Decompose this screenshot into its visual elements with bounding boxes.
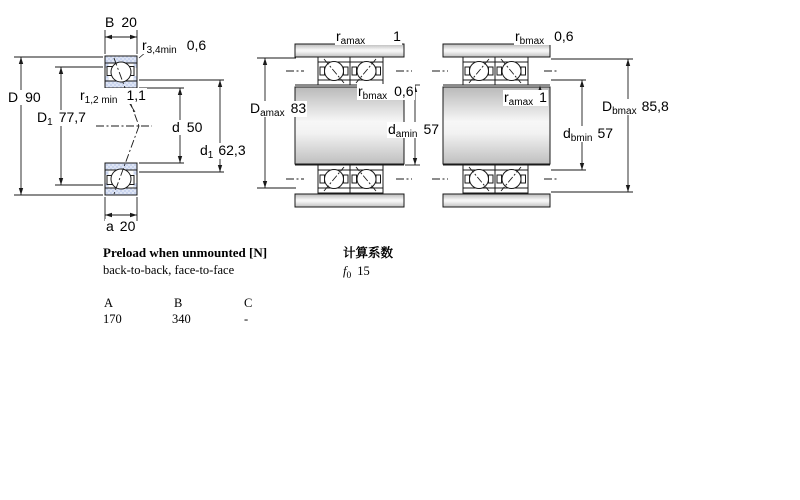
dim-symbol: d bbox=[388, 121, 396, 137]
factor-subscript: 0 bbox=[346, 271, 352, 281]
dim-symbol: r bbox=[142, 37, 147, 53]
dim-value: 0,6 bbox=[554, 28, 574, 44]
dimension-B bbox=[105, 30, 137, 54]
bearing-pair-bottom bbox=[463, 165, 528, 193]
dim-label-mid-rbmax bbox=[357, 84, 415, 100]
dim-symbol: r bbox=[358, 83, 363, 99]
dim-value: 57 bbox=[597, 125, 614, 141]
dim-label-r34 bbox=[141, 38, 207, 54]
preload-value-A: 170 bbox=[103, 312, 122, 326]
dim-value: 20 bbox=[119, 218, 136, 234]
dim-subscript: 1,2 min bbox=[84, 95, 118, 106]
dim-label-d bbox=[171, 120, 203, 135]
preload-col-C: C bbox=[244, 296, 253, 310]
dim-symbol: a bbox=[106, 218, 114, 234]
dim-subscript: bmin bbox=[570, 133, 593, 144]
dim-value: 1 bbox=[539, 89, 547, 105]
dim-subscript: amax bbox=[508, 97, 534, 108]
dim-subscript: bmax bbox=[519, 36, 545, 47]
dim-label-right-rbmax bbox=[514, 29, 575, 45]
dim-label-mid-ramax bbox=[335, 29, 402, 45]
dim-value: 83 bbox=[290, 100, 307, 116]
dim-label-right-ramax bbox=[503, 90, 548, 106]
dim-value: 1 bbox=[393, 28, 401, 44]
dim-label-dbmin bbox=[562, 126, 614, 142]
dim-label-D1 bbox=[36, 110, 87, 126]
dim-symbol: d bbox=[172, 119, 180, 135]
dim-label-D bbox=[7, 90, 42, 105]
bearing-pair-bottom bbox=[318, 165, 383, 193]
dim-subscript: amin bbox=[395, 129, 418, 140]
preload-col-B: B bbox=[174, 296, 183, 310]
dim-value: 0,6 bbox=[186, 37, 207, 53]
dimension-Damax bbox=[257, 58, 296, 188]
bearing-pair-top bbox=[463, 57, 528, 85]
dim-symbol: r bbox=[504, 89, 509, 105]
housing-section bbox=[443, 194, 550, 207]
factor-symbol: f bbox=[343, 264, 347, 278]
dim-symbol: D bbox=[250, 100, 261, 116]
dim-label-damin bbox=[387, 122, 440, 138]
dimension-D1 bbox=[55, 67, 103, 185]
dim-value: 57 bbox=[423, 121, 440, 137]
housing-section bbox=[295, 194, 404, 207]
calculation-factor bbox=[343, 264, 370, 279]
factor-value: 15 bbox=[357, 264, 370, 278]
dim-subscript: 3,4min bbox=[146, 45, 177, 56]
dim-subscript: amax bbox=[260, 108, 285, 119]
ball bbox=[111, 169, 131, 189]
bearing-pair-top bbox=[318, 57, 383, 85]
dim-value: 20 bbox=[121, 14, 137, 30]
dim-label-B bbox=[104, 15, 138, 30]
dim-symbol: r bbox=[336, 28, 341, 44]
dim-value: 77,7 bbox=[58, 109, 86, 125]
dim-subscript: 1 bbox=[47, 117, 53, 128]
dim-subscript: 1 bbox=[207, 150, 214, 161]
preload-value-B: 340 bbox=[172, 312, 191, 326]
dim-value: 50 bbox=[186, 119, 203, 135]
dimension-D bbox=[14, 57, 103, 195]
preload-value-C: - bbox=[244, 312, 249, 326]
preload-col-A: A bbox=[104, 296, 114, 310]
dim-value: 90 bbox=[25, 89, 41, 105]
dim-symbol: D bbox=[37, 109, 48, 125]
dim-symbol: r bbox=[515, 28, 520, 44]
dim-label-Damax bbox=[249, 101, 307, 117]
preload-subtitle: back-to-back, face-to-face bbox=[103, 263, 235, 277]
dim-subscript: amax bbox=[340, 36, 366, 47]
dim-label-Dbmax bbox=[601, 99, 670, 115]
dim-symbol: r bbox=[80, 87, 85, 103]
dim-subscript: bmax bbox=[362, 91, 388, 102]
dim-value: 0,6 bbox=[394, 83, 414, 99]
dim-symbol: d bbox=[563, 125, 571, 141]
calculation-title: 计算系数 bbox=[343, 245, 394, 260]
preload-title: Preload when unmounted [N] bbox=[103, 245, 268, 260]
dim-label-d1 bbox=[199, 143, 247, 159]
dim-value: 1,1 bbox=[126, 87, 146, 103]
dim-label-a bbox=[105, 219, 136, 234]
dim-symbol: d bbox=[200, 142, 208, 158]
ball bbox=[111, 62, 131, 82]
dim-value: 62,3 bbox=[218, 142, 246, 158]
dim-label-r12 bbox=[79, 88, 147, 104]
dim-subscript: bmax bbox=[612, 106, 637, 117]
dim-value: 85,8 bbox=[641, 98, 669, 114]
dim-symbol: D bbox=[8, 89, 19, 105]
dim-symbol: B bbox=[105, 14, 115, 30]
dim-symbol: D bbox=[602, 98, 613, 114]
